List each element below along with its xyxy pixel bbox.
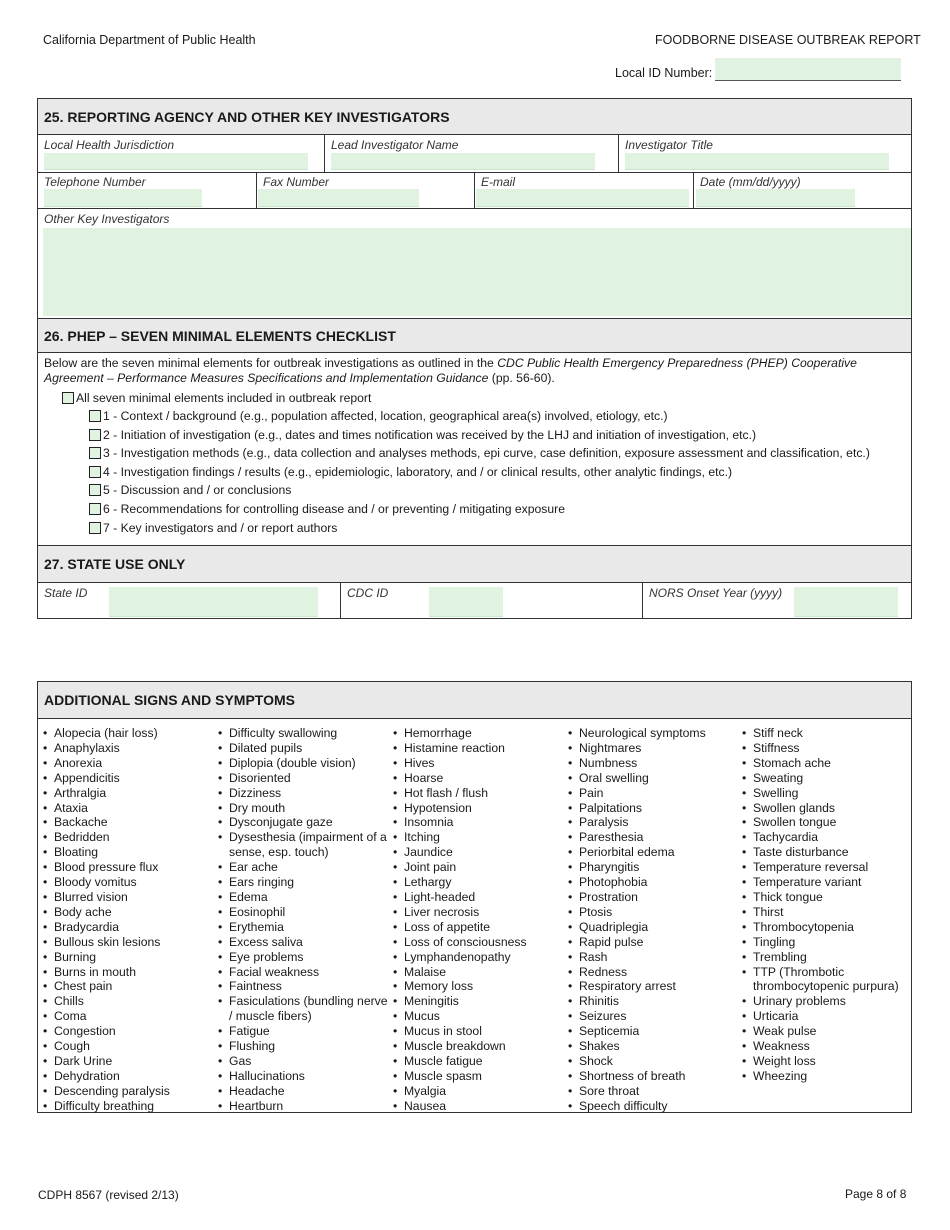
phep-intro-text: Below are the seven minimal elements for outbreak investigations as outlined in the: [44, 356, 498, 370]
symptom-item: • Weakness: [742, 1039, 912, 1054]
symptom-item: • Mucus: [393, 1009, 563, 1024]
symptom-item: • Eye problems: [218, 950, 388, 965]
section-25: [37, 98, 912, 319]
symptom-item: • Lymphandenopathy: [393, 950, 563, 965]
symptom-item: • Stiff neck: [742, 726, 912, 741]
symptom-item: • Thirst: [742, 905, 912, 920]
symptom-item: • Weak pulse: [742, 1024, 912, 1039]
symptom-item: • Trembling: [742, 950, 912, 965]
symptom-item: • Bradycardia: [43, 920, 213, 935]
symptom-item: • Chills: [43, 994, 213, 1009]
symptoms-column-3: [393, 726, 563, 1114]
symptom-item: • Gas: [218, 1054, 388, 1069]
symptom-item: • Hallucinations: [218, 1069, 388, 1084]
symptoms-title: ADDITIONAL SIGNS AND SYMPTOMS: [38, 682, 911, 719]
symptom-item: • Bloody vomitus: [43, 875, 213, 890]
symptom-item: • Alopecia (hair loss): [43, 726, 213, 741]
lead-investigator-label: Lead Investigator Name: [331, 138, 459, 152]
element-2-row: [89, 428, 756, 442]
symptom-item: • Arthralgia: [43, 786, 213, 801]
element-7-row: [89, 521, 337, 535]
telephone-label: Telephone Number: [44, 175, 146, 189]
symptom-item: • Mucus in stool: [393, 1024, 563, 1039]
symptom-item: • Rhinitis: [568, 994, 738, 1009]
report-title: FOODBORNE DISEASE OUTBREAK REPORT: [655, 33, 921, 47]
symptom-item: • Malaise: [393, 965, 563, 980]
symptom-item: • Bloating: [43, 845, 213, 860]
lead-investigator-input[interactable]: [331, 153, 595, 170]
symptoms-column-2: [218, 726, 388, 1114]
symptom-item: • Chest pain: [43, 979, 213, 994]
symptom-item: • Temperature reversal: [742, 860, 912, 875]
symptom-item: • Sore throat: [568, 1084, 738, 1099]
symptoms-column-5: [742, 726, 912, 1084]
symptoms-column-1: [43, 726, 213, 1114]
symptom-item: • Hypotension: [393, 801, 563, 816]
symptom-item: • Redness: [568, 965, 738, 980]
phep-intro-pages: (pp. 56-60).: [488, 371, 555, 385]
symptom-item: • Rash: [568, 950, 738, 965]
symptom-item: • Stiffness: [742, 741, 912, 756]
symptom-item: • Muscle spasm: [393, 1069, 563, 1084]
symptom-item: • Bullous skin lesions: [43, 935, 213, 950]
symptom-item: • Lethargy: [393, 875, 563, 890]
all-elements-label: All seven minimal elements included in outbreak report: [76, 391, 372, 405]
state-id-cell: [38, 583, 341, 618]
symptom-item: • Coma: [43, 1009, 213, 1024]
symptom-item: • Swollen tongue: [742, 815, 912, 830]
symptom-item: • Rapid pulse: [568, 935, 738, 950]
form-id: CDPH 8567 (revised 2/13): [38, 1188, 179, 1202]
symptom-item: • Urinary problems: [742, 994, 912, 1009]
nors-onset-cell: [643, 583, 911, 618]
symptom-item: • Memory loss: [393, 979, 563, 994]
symptom-item: • Neurological symptoms: [568, 726, 738, 741]
element-2-checkbox[interactable]: [89, 429, 101, 441]
section-26-title: 26. PHEP – SEVEN MINIMAL ELEMENTS CHECKLIST: [38, 318, 911, 353]
page-number: Page 8 of 8: [845, 1187, 907, 1201]
symptom-item: • Nausea: [393, 1099, 563, 1114]
symptom-item: • Hives: [393, 756, 563, 771]
symptom-item: • Nightmares: [568, 741, 738, 756]
element-4-checkbox[interactable]: [89, 466, 101, 478]
symptom-item: • Ears ringing: [218, 875, 388, 890]
symptom-item: • Hot flash / flush: [393, 786, 563, 801]
symptom-item: • Pharyngitis: [568, 860, 738, 875]
agency-name: California Department of Public Health: [43, 33, 256, 47]
symptom-item: • Diplopia (double vision): [218, 756, 388, 771]
email-label: E-mail: [481, 175, 516, 189]
date-label: Date (mm/dd/yyyy): [700, 175, 801, 189]
cdc-id-cell: [341, 583, 643, 618]
symptom-item: • Disoriented: [218, 771, 388, 786]
local-id-label: Local ID Number:: [615, 66, 713, 80]
telephone-input[interactable]: [44, 189, 202, 207]
symptom-item: • Shortness of breath: [568, 1069, 738, 1084]
symptom-item: • Difficulty swallowing: [218, 726, 388, 741]
symptom-item: • Photophobia: [568, 875, 738, 890]
section-26: [37, 318, 912, 547]
all-elements-checkbox[interactable]: [62, 392, 74, 404]
phep-intro-source: CDC Public Health Emergency Preparedness (PHEP) Cooperative: [497, 356, 857, 370]
element-1-row: [89, 409, 668, 423]
symptom-item: • Stomach ache: [742, 756, 912, 771]
symptom-item: • Difficulty breathing: [43, 1099, 213, 1114]
symptom-item: • Numbness: [568, 756, 738, 771]
symptom-item: • Thick tongue: [742, 890, 912, 905]
cdc-id-label: CDC ID: [347, 586, 389, 600]
symptom-item: • Light-headed: [393, 890, 563, 905]
symptom-item: • Thrombocytopenia: [742, 920, 912, 935]
symptom-item: • Cough: [43, 1039, 213, 1054]
lead-investigator-cell: [325, 135, 619, 172]
symptom-item: • Taste disturbance: [742, 845, 912, 860]
investigator-title-input[interactable]: [625, 153, 889, 170]
state-id-label: State ID: [44, 586, 88, 600]
symptom-item: • Burns in mouth: [43, 965, 213, 980]
symptom-item: • Appendicitis: [43, 771, 213, 786]
symptom-item: • Joint pain: [393, 860, 563, 875]
symptom-item: • Periorbital edema: [568, 845, 738, 860]
symptom-item: • Respiratory arrest: [568, 979, 738, 994]
symptom-item: • Paresthesia: [568, 830, 738, 845]
symptom-item: • Shock: [568, 1054, 738, 1069]
local-health-jurisdiction-cell: [38, 135, 325, 172]
symptom-item: • Histamine reaction: [393, 741, 563, 756]
element-2-label: 2 - Initiation of investigation (e.g., dates and times notification was received by the LHJ and initiation of investigation, etc.): [103, 428, 757, 442]
symptom-item: • Swollen glands: [742, 801, 912, 816]
symptom-item: • Sweating: [742, 771, 912, 786]
symptom-item: • Temperature variant: [742, 875, 912, 890]
symptom-item: • Edema: [218, 890, 388, 905]
symptom-item: • Muscle breakdown: [393, 1039, 563, 1054]
symptom-item: • Fatigue: [218, 1024, 388, 1039]
symptom-item: • Loss of consciousness: [393, 935, 563, 950]
element-1-label: 1 - Context / background (e.g., population affected, location, geographical area(s) involved, etiology, etc.): [103, 409, 668, 423]
symptom-item: • Quadriplegia: [568, 920, 738, 935]
symptom-item: • Dark Urine: [43, 1054, 213, 1069]
fax-input[interactable]: [258, 189, 419, 207]
symptom-item: • Congestion: [43, 1024, 213, 1039]
symptom-item: • Septicemia: [568, 1024, 738, 1039]
symptom-item: • Itching: [393, 830, 563, 845]
nors-onset-input[interactable]: [794, 587, 898, 617]
symptom-item: • Dysesthesia (impairment of a sense, esp. touch): [218, 830, 388, 860]
phep-intro: [44, 356, 904, 386]
symptom-item: • Liver necrosis: [393, 905, 563, 920]
element-6-row: [89, 502, 565, 516]
symptom-item: • Loss of appetite: [393, 920, 563, 935]
symptom-item: • Palpitations: [568, 801, 738, 816]
state-id-input[interactable]: [109, 587, 318, 617]
element-5-checkbox[interactable]: [89, 484, 101, 496]
symptom-item: • Erythemia: [218, 920, 388, 935]
telephone-cell: [38, 172, 257, 208]
local-id-input[interactable]: [715, 58, 901, 81]
element-7-label: 7 - Key investigators and / or report authors: [103, 521, 338, 535]
investigator-title-cell: [619, 135, 911, 172]
symptom-item: • Faintness: [218, 979, 388, 994]
date-cell: [694, 172, 911, 208]
symptom-item: • Wheezing: [742, 1069, 912, 1084]
element-4-row: [89, 465, 732, 479]
symptom-item: • Excess saliva: [218, 935, 388, 950]
symptom-item: • Tingling: [742, 935, 912, 950]
symptom-item: • Urticaria: [742, 1009, 912, 1024]
symptom-item: • Backache: [43, 815, 213, 830]
symptom-item: • Hoarse: [393, 771, 563, 786]
symptom-item: • Anorexia: [43, 756, 213, 771]
element-5-row: [89, 483, 291, 497]
symptom-item: • Facial weakness: [218, 965, 388, 980]
symptom-item: • Dehydration: [43, 1069, 213, 1084]
symptom-item: • Dilated pupils: [218, 741, 388, 756]
date-input[interactable]: [696, 189, 855, 207]
symptom-item: • Dry mouth: [218, 801, 388, 816]
element-1-checkbox[interactable]: [89, 410, 101, 422]
symptom-item: • Pain: [568, 786, 738, 801]
element-6-checkbox[interactable]: [89, 503, 101, 515]
investigator-title-label: Investigator Title: [625, 138, 713, 152]
element-5-label: 5 - Discussion and / or conclusions: [103, 483, 292, 497]
symptom-item: • Ataxia: [43, 801, 213, 816]
symptom-item: • Myalgia: [393, 1084, 563, 1099]
fax-cell: [257, 172, 475, 208]
symptom-item: • Seizures: [568, 1009, 738, 1024]
email-input[interactable]: [476, 189, 689, 207]
divider: [38, 208, 911, 209]
symptom-item: • Fasiculations (bundling nerve / muscle fibers): [218, 994, 388, 1024]
section-27-title: 27. STATE USE ONLY: [38, 546, 911, 583]
other-investigators-input[interactable]: [43, 228, 911, 316]
cdc-id-input[interactable]: [429, 587, 503, 617]
symptom-item: • Ear ache: [218, 860, 388, 875]
local-health-jurisdiction-input[interactable]: [44, 153, 308, 170]
symptom-item: • Dysconjugate gaze: [218, 815, 388, 830]
section-25-title: 25. REPORTING AGENCY AND OTHER KEY INVESTIGATORS: [38, 99, 911, 135]
symptom-item: • Eosinophil: [218, 905, 388, 920]
symptom-item: • Bedridden: [43, 830, 213, 845]
nors-onset-label: NORS Onset Year (yyyy): [649, 586, 783, 600]
symptom-item: • Prostration: [568, 890, 738, 905]
symptom-item: • Headache: [218, 1084, 388, 1099]
symptoms-column-4: [568, 726, 738, 1114]
symptom-item: • Muscle fatigue: [393, 1054, 563, 1069]
element-3-row: [89, 446, 870, 460]
element-6-label: 6 - Recommendations for controlling disease and / or preventing / mitigating exposure: [103, 502, 566, 516]
symptom-item: • Blood pressure flux: [43, 860, 213, 875]
symptom-item: • TTP (Thrombotic thrombocytopenic purpura): [742, 965, 912, 995]
phep-intro-source-2: Agreement – Performance Measures Specifications and Implementation Guidance: [44, 371, 489, 385]
symptom-item: • Meningitis: [393, 994, 563, 1009]
symptom-item: • Blurred vision: [43, 890, 213, 905]
symptom-item: • Dizziness: [218, 786, 388, 801]
element-3-label: 3 - Investigation methods (e.g., data collection and analyses methods, epi curve, case definition, exposure assessment and classification, etc.): [103, 446, 870, 460]
element-3-checkbox[interactable]: [89, 447, 101, 459]
symptom-item: • Weight loss: [742, 1054, 912, 1069]
symptom-item: • Body ache: [43, 905, 213, 920]
symptom-item: • Ptosis: [568, 905, 738, 920]
all-elements-row: [62, 391, 371, 405]
symptom-item: • Paralysis: [568, 815, 738, 830]
symptom-item: • Flushing: [218, 1039, 388, 1054]
symptom-item: • Hemorrhage: [393, 726, 563, 741]
element-4-label: 4 - Investigation findings / results (e.g., epidemiologic, laboratory, and / or clinical results, other analytic findings, etc.): [103, 465, 733, 479]
symptom-item: • Burning: [43, 950, 213, 965]
symptom-item: • Insomnia: [393, 815, 563, 830]
element-7-checkbox[interactable]: [89, 522, 101, 534]
symptom-item: • Oral swelling: [568, 771, 738, 786]
symptom-item: • Anaphylaxis: [43, 741, 213, 756]
symptom-item: • Speech difficulty: [568, 1099, 738, 1114]
symptom-item: • Swelling: [742, 786, 912, 801]
fax-label: Fax Number: [263, 175, 330, 189]
other-investigators-label: Other Key Investigators: [44, 212, 170, 226]
symptom-item: • Tachycardia: [742, 830, 912, 845]
symptom-item: • Shakes: [568, 1039, 738, 1054]
symptom-item: • Descending paralysis: [43, 1084, 213, 1099]
section-27: [37, 545, 912, 619]
symptom-item: • Heartburn: [218, 1099, 388, 1114]
email-cell: [475, 172, 694, 208]
local-health-jurisdiction-label: Local Health Jurisdiction: [44, 138, 175, 152]
symptom-item: • Jaundice: [393, 845, 563, 860]
